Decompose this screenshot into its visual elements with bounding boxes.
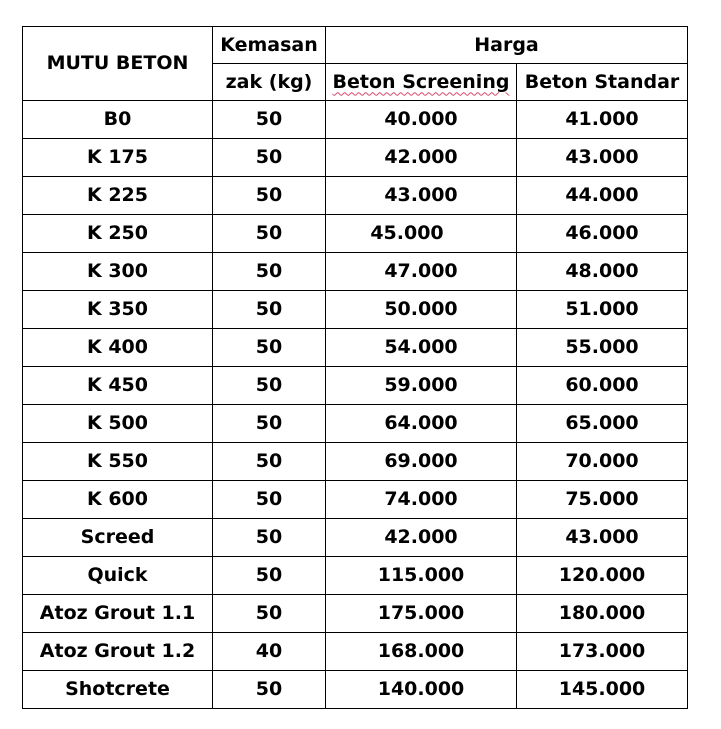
cell-beton-screening [326,557,517,595]
cell-mutu-beton [23,443,213,481]
cell-beton-standar-value: 43.000 [565,146,639,168]
cell-beton-standar [517,329,688,367]
cell-zak-kg [213,443,326,481]
cell-beton-screening-value: 175.000 [377,602,465,624]
table-row [23,291,688,329]
cell-zak-kg-value: 40 [255,640,283,662]
cell-zak-kg [213,139,326,177]
cell-beton-standar-value: 145.000 [558,678,646,700]
cell-beton-screening [326,519,517,557]
cell-zak-kg [213,519,326,557]
cell-zak-kg [213,253,326,291]
cell-zak-kg-value: 50 [255,108,283,130]
table-row [23,405,688,443]
cell-zak-kg-value: 50 [255,450,283,472]
header-beton-screening [326,64,517,101]
cell-beton-standar [517,443,688,481]
cell-mutu-beton [23,329,213,367]
cell-beton-screening [326,633,517,671]
header-beton-screening-label: Beton Screening [332,70,510,93]
table-row [23,671,688,709]
cell-zak-kg [213,291,326,329]
cell-beton-screening [326,101,517,139]
cell-mutu-beton-value: Screed [80,526,155,548]
cell-zak-kg [213,329,326,367]
header-beton-standar: Beton Standar [517,64,688,101]
cell-beton-screening [326,253,517,291]
table-row [23,481,688,519]
cell-beton-screening-value: 45.000 [370,222,444,244]
cell-zak-kg [213,215,326,253]
cell-mutu-beton-value: Shotcrete [65,678,170,700]
table-row [23,139,688,177]
cell-beton-standar [517,253,688,291]
cell-beton-screening [326,139,517,177]
header-mutu-beton [23,27,213,101]
cell-mutu-beton [23,253,213,291]
cell-zak-kg [213,177,326,215]
header-zak-kg: zak (kg) [213,64,326,101]
cell-beton-standar [517,595,688,633]
cell-beton-standar [517,481,688,519]
table-row [23,519,688,557]
cell-zak-kg-value: 50 [255,488,283,510]
cell-zak-kg [213,595,326,633]
cell-mutu-beton-value: K 550 [87,450,148,472]
cell-mutu-beton-value: K 500 [87,412,148,434]
cell-mutu-beton [23,595,213,633]
cell-beton-standar [517,405,688,443]
table-row [23,253,688,291]
cell-mutu-beton-value: K 225 [87,184,148,206]
cell-mutu-beton [23,139,213,177]
cell-mutu-beton-value: K 450 [87,374,148,396]
table-row [23,443,688,481]
cell-beton-standar-value: 46.000 [565,222,639,244]
cell-mutu-beton [23,101,213,139]
cell-zak-kg-value: 50 [255,184,283,206]
cell-zak-kg-value: 50 [255,336,283,358]
cell-zak-kg [213,671,326,709]
cell-beton-standar-value: 65.000 [565,412,639,434]
cell-mutu-beton-value: K 300 [87,260,148,282]
cell-beton-screening-value: 168.000 [377,640,465,662]
cell-beton-standar-value: 41.000 [565,108,639,130]
table-row [23,177,688,215]
cell-beton-screening-value: 69.000 [384,450,458,472]
cell-zak-kg-value: 50 [255,222,283,244]
cell-beton-screening [326,177,517,215]
cell-mutu-beton [23,215,213,253]
cell-zak-kg-value: 50 [255,412,283,434]
cell-beton-screening [326,291,517,329]
cell-beton-screening-value: 50.000 [384,298,458,320]
cell-beton-standar-value: 43.000 [565,526,639,548]
cell-beton-standar-value: 55.000 [565,336,639,358]
cell-mutu-beton [23,519,213,557]
table-row [23,215,688,253]
cell-zak-kg [213,405,326,443]
table-row [23,329,688,367]
cell-beton-standar-value: 75.000 [565,488,639,510]
cell-beton-screening [326,481,517,519]
header-kemasan: Kemasan [213,27,326,64]
cell-mutu-beton-value: K 175 [87,146,148,168]
cell-mutu-beton [23,671,213,709]
cell-zak-kg [213,557,326,595]
cell-mutu-beton-value: K 350 [87,298,148,320]
cell-beton-screening [326,443,517,481]
header-row-top [23,27,688,64]
cell-mutu-beton-value: Quick [87,564,148,586]
cell-mutu-beton-value: B0 [103,108,132,130]
cell-zak-kg-value: 50 [255,374,283,396]
cell-zak-kg-value: 50 [255,602,283,624]
cell-mutu-beton [23,557,213,595]
cell-beton-screening [326,329,517,367]
cell-mutu-beton-value: Atoz Grout 1.1 [39,602,196,624]
cell-zak-kg [213,367,326,405]
cell-zak-kg [213,101,326,139]
cell-zak-kg [213,481,326,519]
cell-mutu-beton-value: K 400 [87,336,148,358]
cell-beton-screening-value: 64.000 [384,412,458,434]
cell-beton-screening-value: 59.000 [384,374,458,396]
table-row [23,633,688,671]
cell-zak-kg-value: 50 [255,298,283,320]
table-row [23,101,688,139]
cell-zak-kg-value: 50 [255,260,283,282]
cell-beton-screening-value: 42.000 [384,526,458,548]
cell-beton-screening-value: 54.000 [384,336,458,358]
cell-beton-standar-value: 51.000 [565,298,639,320]
header-harga: Harga [326,27,688,64]
cell-beton-screening-value: 40.000 [384,108,458,130]
cell-beton-standar [517,519,688,557]
cell-beton-screening-value: 74.000 [384,488,458,510]
cell-mutu-beton-value: K 250 [87,222,148,244]
cell-beton-standar-value: 60.000 [565,374,639,396]
table-row [23,595,688,633]
cell-mutu-beton [23,481,213,519]
cell-mutu-beton-value: Atoz Grout 1.2 [39,640,196,662]
cell-zak-kg-value: 50 [255,526,283,548]
cell-beton-standar-value: 48.000 [565,260,639,282]
cell-beton-screening-value: 47.000 [384,260,458,282]
cell-zak-kg-value: 50 [255,678,283,700]
cell-beton-standar [517,139,688,177]
cell-beton-screening [326,215,517,253]
cell-zak-kg [213,633,326,671]
cell-beton-standar [517,215,688,253]
cell-beton-standar-value: 44.000 [565,184,639,206]
cell-beton-standar [517,177,688,215]
cell-beton-standar [517,633,688,671]
table-row [23,367,688,405]
cell-beton-standar-value: 120.000 [558,564,646,586]
header-mutu-beton-label: MUTU BETON [46,52,189,74]
cell-mutu-beton [23,367,213,405]
cell-beton-standar-value: 70.000 [565,450,639,472]
cell-beton-standar [517,557,688,595]
cell-beton-screening-value: 42.000 [384,146,458,168]
cell-beton-standar-value: 173.000 [558,640,646,662]
price-table [22,26,688,709]
cell-zak-kg-value: 50 [255,564,283,586]
cell-beton-standar [517,367,688,405]
cell-mutu-beton-value: K 600 [87,488,148,510]
cell-mutu-beton [23,177,213,215]
cell-beton-screening [326,405,517,443]
cell-beton-standar-value: 180.000 [558,602,646,624]
cell-mutu-beton [23,405,213,443]
cell-beton-standar [517,671,688,709]
cell-beton-screening [326,367,517,405]
cell-mutu-beton [23,291,213,329]
cell-beton-screening [326,671,517,709]
cell-beton-screening-value: 43.000 [384,184,458,206]
cell-beton-standar [517,101,688,139]
cell-beton-screening-value: 115.000 [377,564,465,586]
cell-mutu-beton [23,633,213,671]
cell-beton-screening-value: 140.000 [377,678,465,700]
cell-beton-standar [517,291,688,329]
cell-zak-kg-value: 50 [255,146,283,168]
table-row [23,557,688,595]
cell-beton-screening [326,595,517,633]
